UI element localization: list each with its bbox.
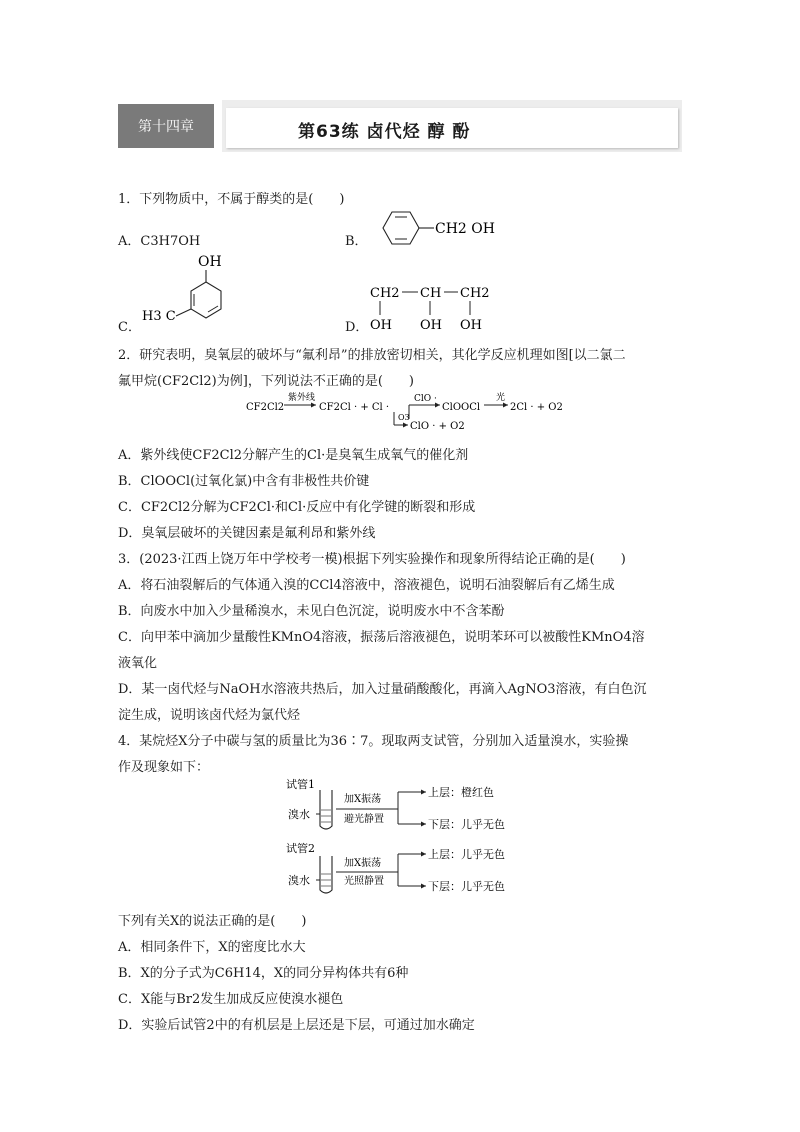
q1-stem: 1．下列物质中，不属于醇类的是( ) (118, 192, 345, 207)
mech-clo-reagent: ClO · (414, 394, 437, 404)
q1-option-d-label: D． (345, 320, 369, 335)
tube1-icon (320, 790, 332, 829)
q1-b-group: CH2 OH (435, 221, 495, 237)
chapter-label: 第十四章 (118, 104, 214, 148)
tube1-name: 试管1 (286, 778, 315, 791)
q1-c-oh: OH (198, 254, 222, 270)
tube2-op-bottom: 光照静置 (344, 876, 384, 887)
q3-option-c-line2: 液氧化 (118, 656, 158, 671)
tube1-op-top: 加X振荡 (344, 794, 382, 805)
tube1-liquid: 溴水 (288, 808, 310, 821)
tube2-name: 试管2 (286, 842, 315, 855)
bond-line (176, 309, 191, 316)
mech-condition-uv: 紫外线 (288, 393, 316, 403)
tube2-icon (320, 856, 332, 893)
arrowhead (421, 852, 426, 857)
mech-arrowhead (403, 423, 408, 428)
q1-option-d-structure (366, 282, 496, 334)
q3-option-d-line1: D．某一卤代烃与NaOH水溶液共热后，加入过量硝酸酸化，再滴入AgNO3溶液，有白色沉 (118, 682, 647, 697)
q3-option-d-line2: 淀生成，说明该卤代烃为氯代烃 (118, 708, 301, 723)
q1-d-top-1: CH2 (370, 286, 400, 301)
q2-option-d: D．臭氧层破坏的关键因素是氟利昂和紫外线 (118, 526, 376, 541)
q2-stem-line1: 2．研究表明，臭氧层的破坏与“氟利昂”的排放密切相关，其化学反应机理如图[以二氯二 (118, 348, 626, 363)
q3-option-a: A．将石油裂解后的气体通入溴的CCl4溶液中，溶液褪色，说明石油裂解后有乙烯生成 (118, 578, 615, 593)
arrowhead (421, 822, 426, 827)
q2-stem-line2: 氟甲烷(CF2Cl2)为例]，下列说法不正确的是( ) (118, 374, 414, 389)
q1-c-methyl: H3 C (142, 309, 176, 324)
tube2-liquid: 溴水 (288, 874, 310, 887)
q1-option-c-structure (136, 250, 226, 332)
q4-option-b: B．X的分子式为C6H14，X的同分异构体共有6种 (118, 966, 409, 981)
q1-d-bottom-2: OH (420, 318, 442, 333)
q2-option-c: C．CF2Cl2分解为CF2Cl·和Cl·反应中有化学键的断裂和形成 (118, 500, 476, 515)
mech-arrowhead (311, 403, 316, 408)
tube2-lower: 下层：儿乎无色 (428, 880, 505, 893)
q1-option-a (118, 230, 200, 249)
mech-o3: O3 (398, 413, 410, 422)
mech-product-1: CF2Cl · + Cl · (319, 402, 390, 413)
q1-d-bottom-3: OH (460, 318, 482, 333)
q2-option-a: A．紫外线使CF2Cl2分解产生的Cl·是臭氧生成氧气的催化剂 (118, 448, 469, 463)
q1-d-bottom-1: OH (370, 318, 392, 333)
q4-option-c: C．X能与Br2发生加成反应使溴水褪色 (118, 992, 344, 1007)
q1-option-a-label: A． (118, 234, 141, 249)
tube1-upper: 上层：橙红色 (428, 786, 494, 799)
mech-final: 2Cl · + O2 (510, 402, 563, 413)
q4-option-a: A．相同条件下，X的密度比水大 (118, 940, 306, 955)
benzene-ring (191, 282, 221, 318)
q4-prompt: 下列有关X的说法正确的是( ) (118, 914, 307, 929)
q4-stem-line2: 作及现象如下： (118, 760, 210, 775)
q1-d-top-3: CH2 (460, 286, 490, 301)
tube1-op-bottom: 避光静置 (344, 814, 384, 825)
mech-condition-light: 光 (496, 393, 506, 403)
tube2-upper: 上层：儿乎无色 (428, 848, 505, 861)
mech-dimer: ClOOCl (442, 402, 481, 413)
q3-option-c-line1: C．向甲苯中滴加少量酸性KMnO4溶液，振荡后溶液褪色，说明苯环可以被酸性KMnO4溶 (118, 630, 645, 645)
tube1-lower: 下层：儿乎无色 (428, 818, 505, 831)
arrowhead (421, 884, 426, 889)
tube2-op-top: 加X振荡 (344, 858, 382, 869)
q3-stem: 3．(2023·江西上饶万年中学校考一模)根据下列实验操作和现象所得结论正确的是( ) (118, 552, 626, 567)
q1-option-a-formula: C3H7OH (140, 234, 201, 249)
q1-option-b-label: B． (345, 234, 368, 249)
q4-stem-line1: 4．某烷烃X分子中碳与氢的质量比为36∶7。现取两支试管，分别加入适量溴水，实验操 (118, 734, 629, 749)
q1-option-c-label: C． (118, 320, 141, 335)
mech-arrowhead (503, 403, 508, 408)
q1-option-b-structure (362, 206, 512, 252)
arrowhead (421, 790, 426, 795)
q4-experiment-diagram (280, 774, 540, 898)
q1-d-top-2: CH (420, 286, 442, 301)
mech-clo-product: ClO · + O2 (410, 421, 465, 432)
q3-option-b: B．向废水中加入少量稀溴水，未见白色沉淀，说明废水中不含苯酚 (118, 604, 505, 619)
q2-mechanism-diagram (244, 392, 564, 434)
mech-reactant: CF2Cl2 (246, 402, 285, 413)
q4-option-d: D．实验后试管2中的有机层是上层还是下层，可通过加水确定 (118, 1018, 475, 1033)
page-title: 第63练 卤代烃 醇 酚 (298, 122, 471, 142)
q2-option-b: B．ClOOCl(过氧化氯)中含有非极性共价键 (118, 474, 370, 489)
